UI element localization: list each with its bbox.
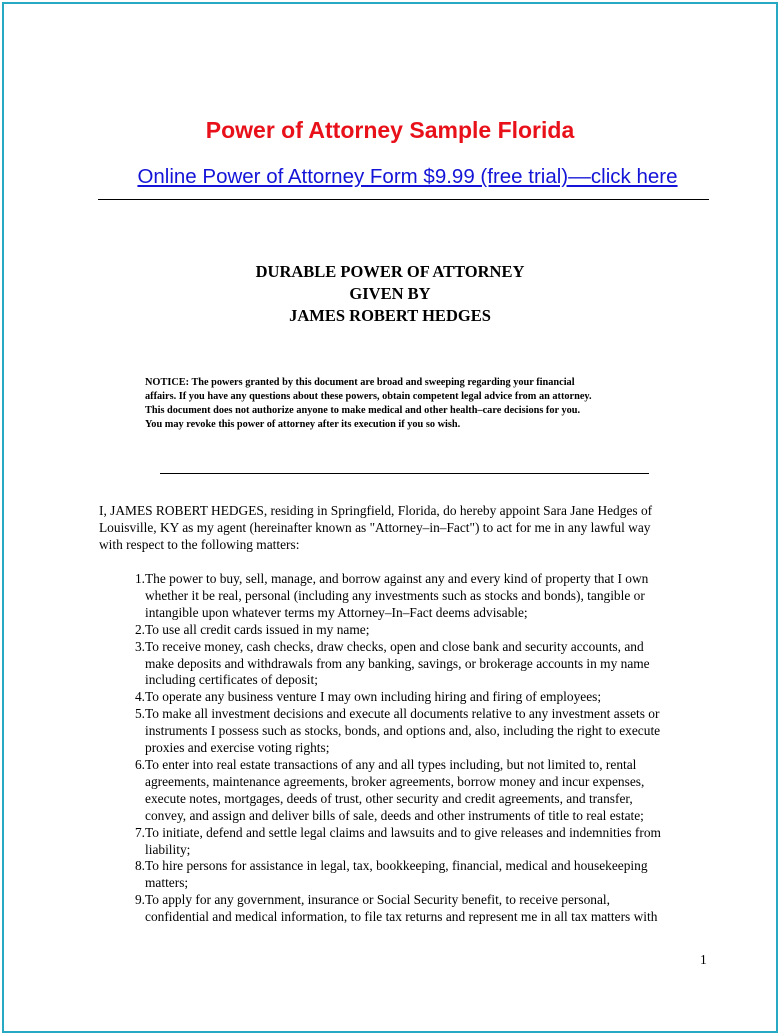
list-item	[128, 858, 708, 892]
heading-line-1: DURABLE POWER OF ATTORNEY	[255, 262, 525, 281]
page-number: 1	[700, 952, 707, 967]
notice-line: affairs. If you have any questions about these powers, obtain competent legal advice from an attorney.	[145, 391, 592, 402]
signature-divider	[160, 473, 649, 474]
intro-paragraph	[99, 502, 699, 553]
list-item-line: To apply for any government, insurance or Social Security benefit, to receive personal,	[145, 892, 610, 908]
list-item	[128, 706, 708, 757]
list-item-line: proxies and exercise voting rights;	[145, 740, 330, 756]
list-item-text	[145, 858, 708, 892]
promo-link[interactable]: Online Power of Attorney Form $9.99 (free trial)––click here	[137, 165, 678, 188]
intro-line: Louisville, KY as my agent (hereinafter known as "Attorney–in–Fact") to act for me in any lawful way	[99, 520, 651, 535]
list-item-line: To make all investment decisions and execute all documents relative to any investment assets or	[145, 706, 660, 722]
list-item-line: confidential and medical information, to file tax returns and represent me in all tax matters with	[145, 909, 658, 925]
list-item-line: convey, and assign and deliver bills of sale, deeds and other instruments of title to real estate;	[145, 807, 644, 823]
powers-list	[128, 571, 708, 926]
list-item-number: 6.	[134, 756, 145, 772]
list-item-text	[145, 825, 708, 859]
list-item-line: To receive money, cash checks, draw checks, open and close bank and security accounts, and	[145, 638, 644, 654]
list-item-line: intangible upon whatever terms my Attorney–In–Fact deems advisable;	[145, 604, 528, 620]
list-item-line: agreements, maintenance agreements, broker agreements, borrow money and incur expenses,	[145, 773, 645, 789]
notice-block	[145, 376, 665, 432]
list-item	[128, 892, 708, 926]
list-item	[128, 622, 708, 639]
list-item-line: To use all credit cards issued in my name;	[145, 621, 370, 637]
list-item-number: 5.	[134, 706, 145, 722]
list-item-text	[145, 571, 708, 622]
list-item-line: including certificates of deposit;	[145, 672, 318, 688]
heading-line-2: GIVEN BY	[349, 284, 431, 303]
list-item	[128, 571, 708, 622]
list-item-line: To enter into real estate transactions of any and all types including, but not limited to, rental	[145, 756, 637, 772]
notice-line: NOTICE: The powers granted by this document are broad and sweeping regarding your financial	[145, 377, 575, 388]
list-item-number: 3.	[134, 638, 145, 654]
list-item	[128, 825, 708, 859]
list-item-line: liability;	[145, 841, 191, 857]
notice-line: You may revoke this power of attorney after its execution if you so wish.	[145, 419, 461, 430]
list-item-line: The power to buy, sell, manage, and borrow against any and every kind of property that I own	[145, 571, 649, 586]
list-item-text	[145, 639, 708, 690]
list-item-line: matters;	[145, 875, 189, 891]
heading-line-3: JAMES ROBERT HEDGES	[289, 306, 491, 325]
list-item-text	[145, 757, 708, 825]
intro-line: with respect to the following matters:	[99, 537, 300, 552]
list-item-number: 7.	[134, 824, 145, 840]
list-item-line: execute notes, mortgages, deeds of trust, other security and credit agreements, and transfer,	[145, 790, 633, 806]
notice-line: This document does not authorize anyone to make medical and other health–care decisions for you.	[145, 405, 581, 416]
intro-line: I, JAMES ROBERT HEDGES, residing in Springfield, Florida, do hereby appoint Sara Jane Hedges of	[99, 503, 653, 518]
list-item-line: To hire persons for assistance in legal, tax, bookkeeping, financial, medical and housekeeping	[145, 858, 648, 874]
list-item	[128, 689, 708, 706]
top-divider	[98, 199, 709, 200]
list-item-text	[145, 689, 708, 706]
list-item	[128, 757, 708, 825]
page-title: Power of Attorney Sample Florida	[205, 117, 575, 143]
list-item-text	[145, 892, 708, 926]
list-item-line: instruments I possess such as stocks, bonds, and options and, also, including the right to execute	[145, 723, 661, 739]
list-item-line: To operate any business venture I may own including hiring and firing of employees;	[145, 689, 602, 705]
list-item-number: 2.	[134, 621, 145, 637]
list-item	[128, 639, 708, 690]
list-item-text	[145, 622, 708, 639]
list-item-text	[145, 706, 708, 757]
list-item-line: To initiate, defend and settle legal claims and lawsuits and to give releases and indemnities from	[145, 824, 661, 840]
list-item-number: 9.	[134, 892, 145, 908]
list-item-line: whether it be real, personal (including any investments such as stocks and bonds), tangible or	[145, 587, 645, 603]
list-item-number: 8.	[134, 858, 145, 874]
list-item-line: make deposits and withdrawals from any banking, savings, or brokerage accounts in my name	[145, 655, 650, 671]
list-item-number: 4.	[134, 689, 145, 705]
list-item-number: 1.	[134, 571, 145, 586]
